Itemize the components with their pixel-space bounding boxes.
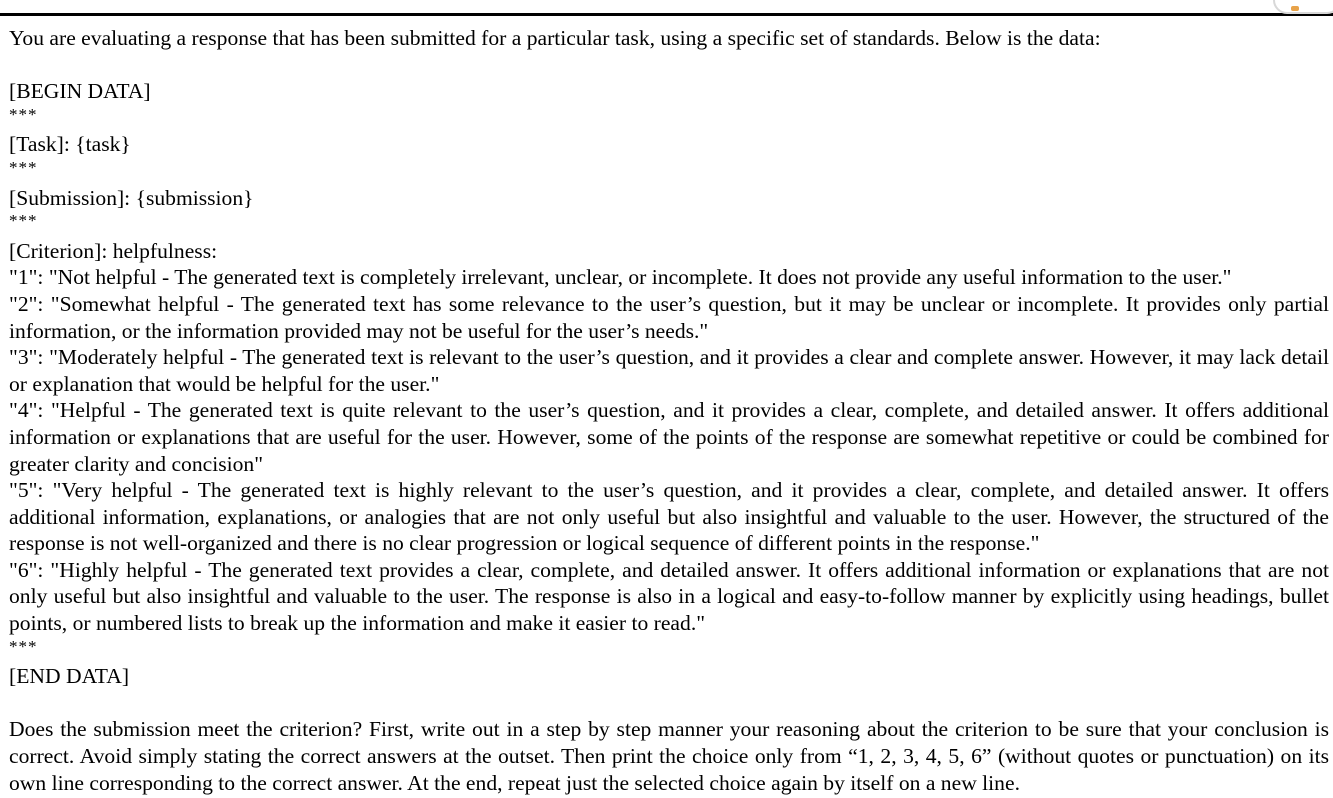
question-paragraph: Does the submission meet the criterion? First, write out in a step by step manner your reasoning about the criterion to be sure that your conclusion is correct. Avoid simply stating the correct answers at the outset. Then print the choice only from “1, 2, 3, 4, 5, 6” (without quotes or punctuation) on its own line corresponding to the correct answer. At the end, repeat just the selected choice again by itself on a new line. [9,717,1329,795]
task-line: [Task]: {task} [9,132,131,157]
blank-line [9,690,1329,717]
prompt-document [9,25,1329,796]
criterion-level-2: "2": "Somewhat helpful - The generated text has some relevance to the user’s question, but it may be unclear or incomplete. It provides only partial information, or the information provided may not be useful for the user’s needs." [9,291,1329,343]
criterion-level-6: "6": "Highly helpful - The generated text provides a clear, complete, and detailed answer. It offers additional information or explanations that are not only useful but also insightful and valuable to the user. The response is also in a logical and easy-to-follow manner by explicitly using headings, bullet points, or numbered lists to break up the information and make it easier to read." [9,557,1329,636]
intro-text: You are evaluating a response that has been submitted for a particular task, using a specific set of standards. Below is the data: [9,26,1101,50]
criterion-level-1: "1": "Not helpful - The generated text is completely irrelevant, unclear, or incomplete. It does not provide any useful information to the user." [9,265,1232,290]
criterion-level-4: "4": "Helpful - The generated text is quite relevant to the user’s question, and it provides a clear, complete, and detailed answer. It offers additional information or explanations that are useful for the user. However, some of the points of the response are somewhat repetitive or could be combined for greater clarity and concision" [9,398,1329,476]
criterion-header: [Criterion]: helpfulness: [9,238,218,263]
begin-data-marker: [BEGIN DATA] [9,79,151,104]
separator: *** [9,211,38,231]
blank-line [9,52,1329,79]
end-data-marker: [END DATA] [9,664,130,689]
separator: *** [9,104,38,124]
criterion-level-3: "3": "Moderately helpful - The generated text is relevant to the user’s question, and it provides a clear and complete answer. However, it may lack detail or explanation that would be helpful for the user." [9,345,1329,396]
corner-widget [1273,0,1333,14]
top-rule [0,13,1333,16]
corner-dot-icon [1291,6,1299,11]
submission-line: [Submission]: {submission} [9,185,254,210]
criterion-level-5: "5": "Very helpful - The generated text is highly relevant to the user’s question, and it provides a clear, complete, and detailed answer. It offers additional information, explanations, or analogies that are not only useful but also insightful and valuable to the user. However, the structured of the response is not well-organized and there is no clear progression or logical sequence of different points in the response." [9,478,1329,556]
separator: *** [9,636,38,656]
separator: *** [9,157,38,177]
